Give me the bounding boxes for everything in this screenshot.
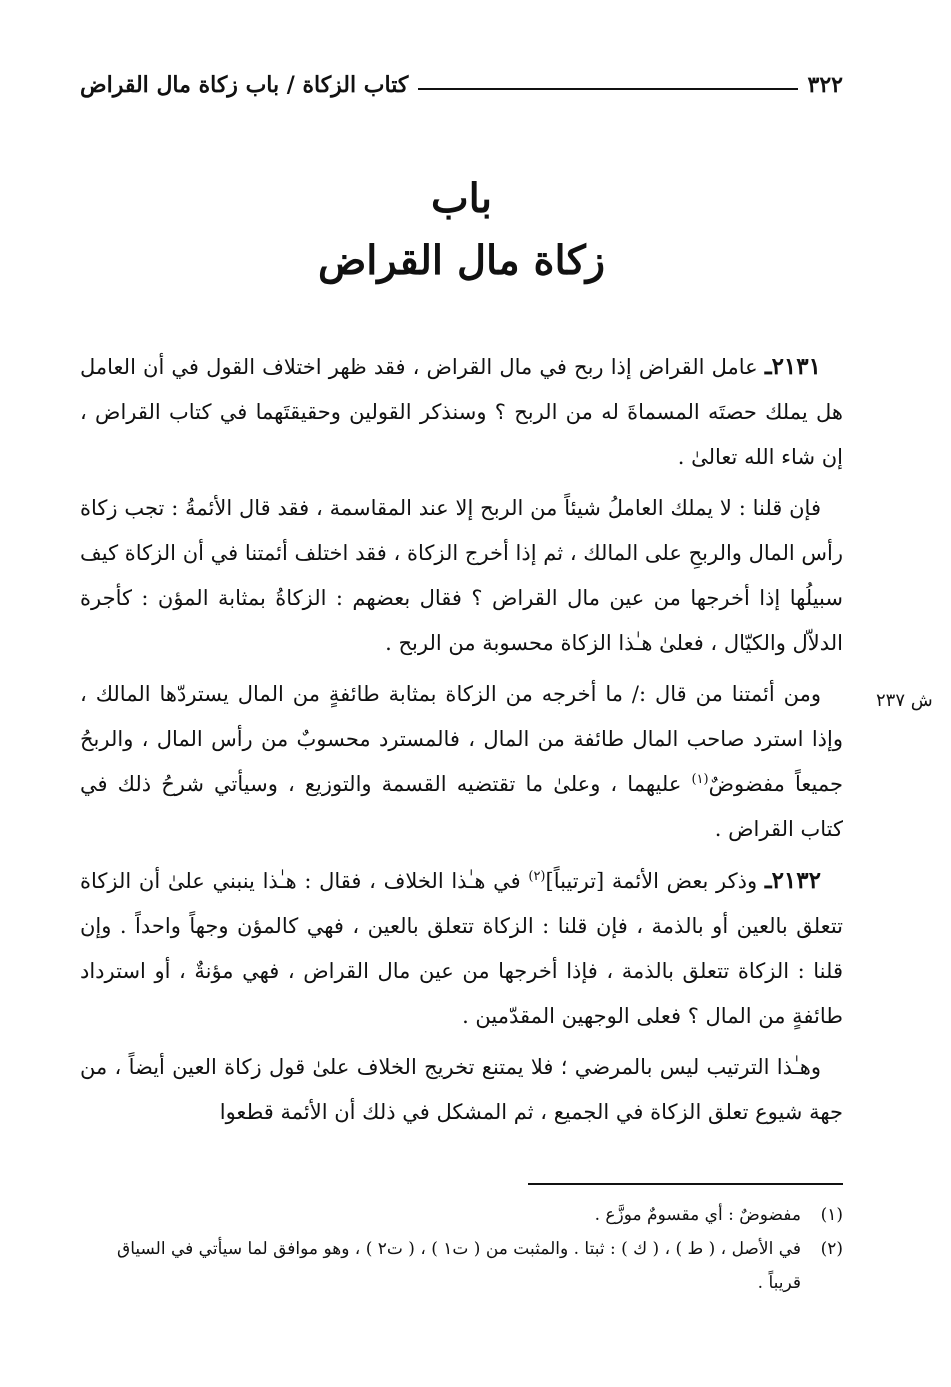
chapter-title-line-1: باب [431, 175, 492, 222]
paragraph-text: ومن أئمتنا من قال :/ ما أخرجه من الزكاة بمثابة طائفةٍ من المال يستردّها المالك ، وإذا استرد صاحب المال طائفة من المال ، فالمسترد محسوبٌ من رأس المال ، والربحُ جميعاً مفضوضٌ [80, 682, 844, 796]
paragraph [80, 1045, 843, 1135]
chapter-title [80, 168, 843, 292]
footnote-1 [80, 1198, 843, 1232]
margin-manuscript-reference: ش ٢٣٧ [876, 690, 933, 711]
footnote-text: مفضوضٌ : أي مقسومٌ موزَّع . [594, 1205, 801, 1225]
footnote-number: (٢) [820, 1239, 843, 1259]
chapter-title-line-2: زكاة مال القراض [317, 237, 606, 284]
issue-number: ٢١٣١ـ [764, 353, 821, 380]
paragraph [80, 486, 843, 666]
paragraph-text: وهـٰذا الترتيب ليس بالمرضي ؛ فلا يمتنع تخريج الخلاف علىٰ قول زكاة العين أيضاً ، من جهة شيوع تعلق الزكاة في الجميع ، ثم المشكل في ذلك أن الأئمة قطعوا [80, 1055, 843, 1124]
paragraph-text: وذكر بعض الأئمة [ترتيباً] [545, 869, 765, 893]
page-number: ٣٢٢ [807, 72, 843, 98]
running-header [80, 72, 843, 98]
footnote-separator [528, 1183, 843, 1185]
paragraph-text: في هـٰذا الخلاف ، فقال : هـٰذا ينبني علىٰ أن الزكاة تتعلق بالعين أو بالذمة ، فإن قلنا : الزكاة تتعلق بالعين ، فهي كالمؤن وجهاً واحداً . وإن قلنا : الزكاة تتعلق بالذمة ، فإذا أخرجها من عين مال القراض ، فهي مؤنةٌ ، أو استرداد طائفةٍ من المال ؟ فعلى الوجهين المقدّمين . [80, 869, 843, 1028]
paragraph-2131 [80, 344, 843, 480]
footnote-text: في الأصل ، ( ط ) ، ( ك ) : ثبتا . والمثبت من ( ت١ ) ، ( ت٢ ) ، وهو موافق لما سيأتي في السياق قريباً . [117, 1239, 801, 1293]
main-text [80, 344, 843, 1141]
paragraph-2132 [80, 858, 843, 1039]
header-rule [418, 88, 797, 90]
paragraph [80, 672, 843, 852]
footnote-ref-2[interactable]: (٢) [528, 869, 546, 884]
footnote-ref-1[interactable]: (١) [691, 772, 709, 787]
paragraph-text: عليهما ، وعلىٰ ما تقتضيه القسمة والتوزيع ، وسيأتي شرحُ ذلك في كتاب القراض . [80, 772, 843, 841]
footnote-2 [80, 1232, 843, 1300]
footnotes [80, 1198, 843, 1300]
footnote-number: (١) [820, 1205, 843, 1225]
paragraph-text: فإن قلنا : لا يملك العاملُ شيئاً من الربح إلا عند المقاسمة ، فقد قال الأئمةُ : تجب زكاة رأس المال والربحِ على المالك ، ثم إذا أخرج الزكاة ، فقد اختلف أئمتنا في أن الزكاة كيف سبيلُها إذا أخرجها من عين مال القراض ؟ فقال بعضهم : الزكاةُ بمثابة المؤن : كأجرة الدلاّل والكيّال ، فعلىٰ هـٰذا الزكاة محسوبة من الربح . [80, 496, 843, 655]
paragraph-text: عامل القراض إذا ربح في مال القراض ، فقد ظهر اختلاف القول في أن العامل هل يملك حصتَه المسماةَ له من الربح ؟ وسنذكر القولين وحقيقتَهما في كتاب القراض ، إن شاء الله تعالىٰ . [80, 355, 843, 469]
issue-number: ٢١٣٢ـ [764, 867, 821, 894]
running-title: كتاب الزكاة / باب زكاة مال القراض [80, 72, 409, 98]
